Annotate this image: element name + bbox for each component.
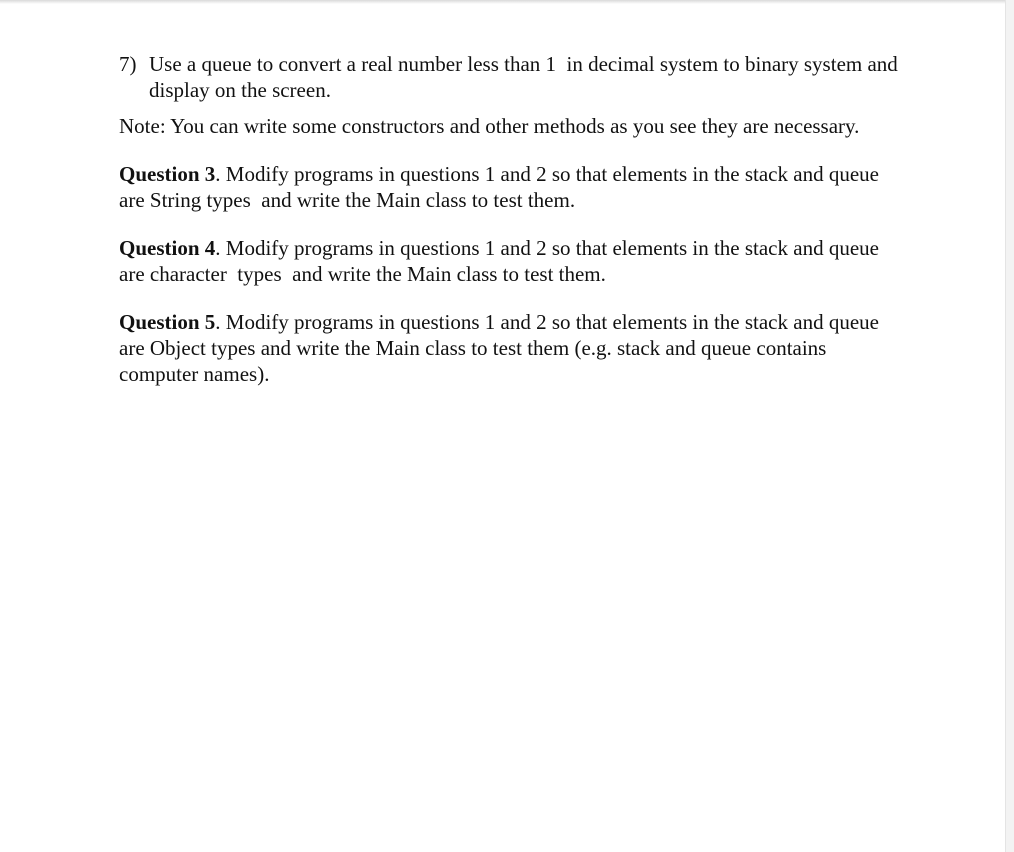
question-text: . Modify programs in questions 1 and 2 so that elements in the stack and queue are Object types and write the Main class to test them (e.g. stack and queue contains computer names). (119, 310, 885, 386)
note-paragraph: Note: You can write some constructors and other methods as you see they are necessary. (119, 114, 860, 138)
question-4 (119, 235, 899, 287)
question-label: Question 5 (119, 310, 216, 334)
question-3 (119, 161, 899, 213)
scrollbar-track[interactable] (1005, 0, 1014, 852)
question-label: Question 4 (119, 236, 216, 260)
list-item-text: Use a queue to convert a real number less than 1 in decimal system to binary system and display on the screen. (149, 52, 904, 102)
question-5 (119, 309, 899, 387)
list-item-7 (119, 51, 904, 103)
question-label: Question 3 (119, 162, 216, 186)
question-text: . Modify programs in questions 1 and 2 so that elements in the stack and queue are character types and write the Main class to test them. (119, 236, 885, 286)
document-page (0, 4, 1005, 852)
page-content (119, 51, 904, 387)
list-item-number: 7) (119, 52, 137, 76)
question-text: . Modify programs in questions 1 and 2 so that elements in the stack and queue are String types and write the Main class to test them. (119, 162, 885, 212)
